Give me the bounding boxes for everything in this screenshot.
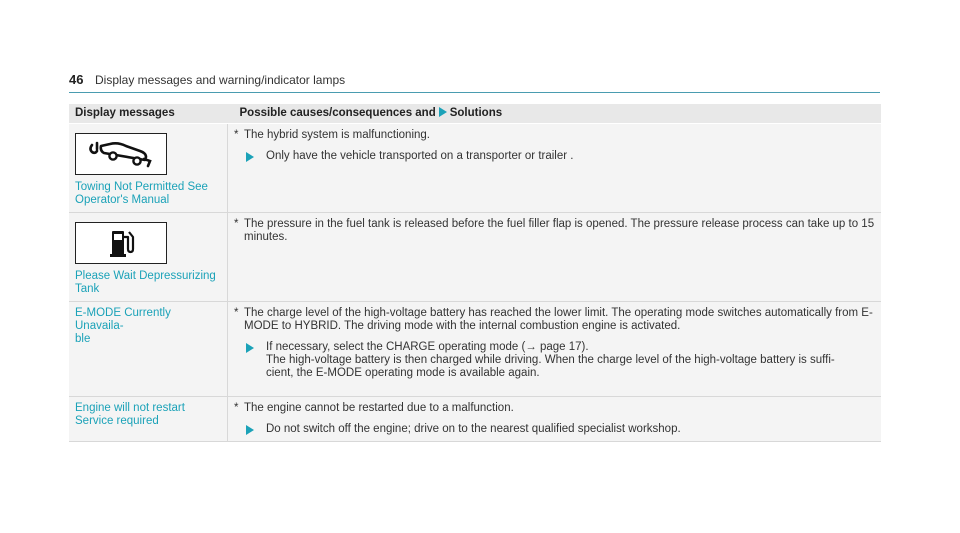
solution-text: Do not switch off the engine; drive on to the nearest qualified specialist workshop. [266, 423, 681, 435]
cause-text: The engine cannot be restarted due to a malfunction. [244, 402, 514, 414]
table-row [69, 213, 881, 302]
display-message-text: Engine will not restart Service required [75, 402, 185, 427]
solution-text: If necessary, select the CHARGE operating mode (→ page 17). The high-voltage battery is then charged while driving. When the charge level of the high-voltage battery is suffi- cient, the E-MODE operating mode is available again. [266, 341, 835, 379]
solution-arrow-icon [439, 107, 447, 117]
cause-text: The charge level of the high-voltage battery has reached the lower limit. The operating mode switches automatically from E-MODE to HYBRID. The driving mode with the internal combustion engine is activated. [244, 307, 873, 332]
solution-arrow-icon [246, 425, 254, 435]
table-row [69, 302, 881, 397]
bullet-mark: * [234, 218, 239, 230]
cause-text: The hybrid system is malfunctioning. [244, 129, 430, 141]
solution-arrow-icon [246, 152, 254, 162]
message-cell [69, 124, 228, 213]
solution-item [234, 150, 875, 163]
table-row [69, 397, 881, 442]
page-header [69, 72, 880, 94]
cause-item [234, 129, 875, 142]
display-messages-table [69, 104, 881, 442]
cause-item [234, 218, 875, 244]
table-header-row [69, 104, 881, 124]
cause-text: The pressure in the fuel tank is released before the fuel filler flap is opened. The pressure release process can take up to 15 minutes. [244, 218, 875, 243]
solution-text: Only have the vehicle transported on a transporter or trailer . [266, 150, 574, 162]
column-header-messages: Display messages [69, 104, 228, 124]
display-message-text: E-MODE Currently Unavaila- ble [75, 307, 171, 345]
bullet-mark: * [234, 402, 239, 414]
message-cell [69, 213, 228, 302]
causes-cell [228, 302, 882, 397]
causes-cell [228, 397, 882, 442]
bullet-mark: * [234, 129, 239, 141]
solution-arrow-icon [246, 343, 254, 353]
solution-item [234, 423, 875, 436]
causes-cell [228, 124, 882, 213]
column-header-solutions: Solutions [449, 107, 503, 120]
display-message-text: Please Wait Depressurizing Tank [75, 270, 216, 295]
page-number: 46 [69, 72, 84, 87]
causes-cell [228, 213, 882, 302]
tow-truck-car-icon [75, 133, 167, 175]
column-header-causes-prefix: Possible causes/consequences and [239, 107, 436, 120]
column-header-causes [228, 104, 882, 124]
message-cell [69, 302, 228, 397]
fuel-pump-icon [75, 222, 167, 264]
cause-item [234, 402, 875, 415]
table-row [69, 124, 881, 213]
bullet-mark: * [234, 307, 239, 319]
section-title: Display messages and warning/indicator lamps [95, 73, 346, 87]
header-rule [69, 92, 880, 93]
display-message-text: Towing Not Permitted See Operator's Manual [75, 181, 208, 206]
cause-item [234, 307, 875, 333]
solution-item [234, 341, 875, 380]
message-cell [69, 397, 228, 442]
